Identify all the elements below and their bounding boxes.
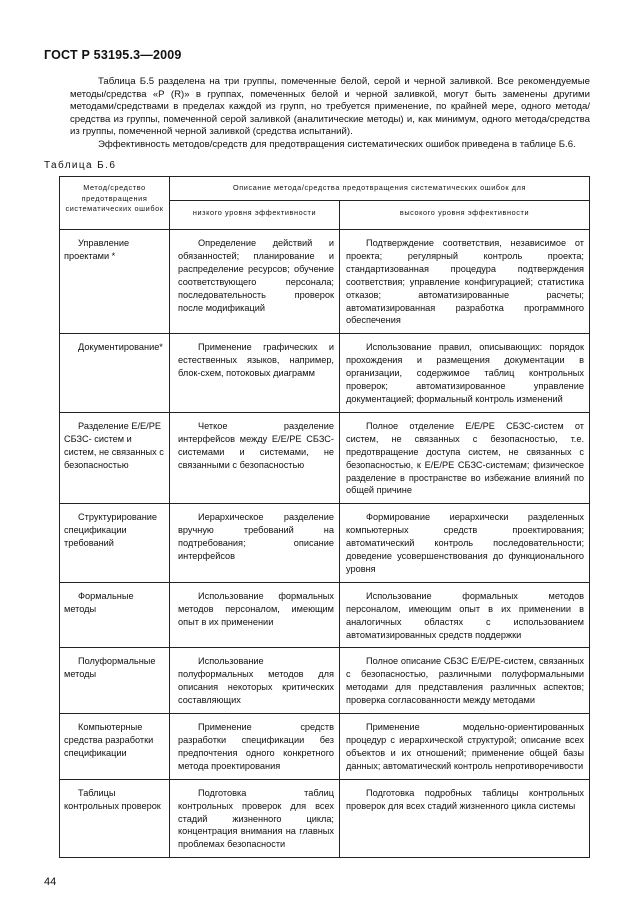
header-low xyxy=(170,201,340,230)
low-level-cell-text: Определение действий и обязанностей; планирование и распределение ресурсов; обучение соответствующего персонала; последовательность проверок после модификаций xyxy=(178,238,334,313)
method-cell xyxy=(60,412,170,503)
high-level-cell xyxy=(340,582,590,648)
header-group xyxy=(170,177,590,201)
table-row xyxy=(60,648,590,714)
table-row xyxy=(60,412,590,503)
method-cell-text: Разделение Е/Е/РЕ СБЗС- систем и систем, не связанных с безопасностью xyxy=(64,420,164,470)
method-cell-text: Структурирование спецификации требований xyxy=(64,512,158,549)
table-caption: Таблица Б.6 xyxy=(44,160,117,171)
high-level-cell xyxy=(340,230,590,334)
low-level-cell xyxy=(170,334,340,413)
method-cell xyxy=(60,582,170,648)
high-level-cell-text: Полное описание СБЗС Е/Е/РЕ-систем, связанных с безопасностью, различными полуформальными методами для представления различных аспектов; проверка согласованности между методами xyxy=(346,656,584,706)
low-level-cell xyxy=(170,504,340,583)
high-level-cell xyxy=(340,779,590,858)
method-cell xyxy=(60,334,170,413)
table-row xyxy=(60,230,590,334)
table-row xyxy=(60,779,590,858)
high-level-cell-text: Использование формальных методов персоналом, имеющим опыт в их применении в аналогичных областях с использованием автоматизированных средств поддержки xyxy=(346,590,584,640)
intro-text xyxy=(70,76,590,152)
intro-paragraph-1: Таблица Б.5 разделена на три группы, помеченные белой, серой и черной заливкой. Все рекомендуемые методы/средства «Р (R)» в группах, помеченных белой и черной заливкой, могут быть заменены другими методами/средствами в пределах каждой из групп, но требуется применение, по крайней мере, одного метода/средства из группы, помеченной серой заливкой (аналитические методы) и, как минимум, одного метода/средства из группы, помеченной черной заливкой (средства испытаний). xyxy=(70,76,590,138)
method-cell xyxy=(60,230,170,334)
low-level-cell xyxy=(170,714,340,780)
header-high-text: высокого уровня эффективности xyxy=(399,208,530,218)
method-cell-text: Формальные методы xyxy=(64,590,134,614)
method-cell xyxy=(60,714,170,780)
low-level-cell-text: Использование полуформальных методов для описания некоторых критических составляющих xyxy=(178,656,334,706)
low-level-cell-text: Подготовка таблиц контрольных проверок для всех стадий жизненного цикла; концентрация внимания на главных проблемах безопасности xyxy=(178,787,334,850)
high-level-cell xyxy=(340,648,590,714)
high-level-cell xyxy=(340,504,590,583)
low-level-cell xyxy=(170,230,340,334)
method-cell xyxy=(60,779,170,858)
high-level-cell-text: Применение модельно-ориентированных процедур с иерархической структурой; описание всех объектов и их отношений; применение общей базы данных; автоматический контроль непротиворечивости xyxy=(346,722,584,771)
header-high xyxy=(340,201,590,230)
method-cell xyxy=(60,648,170,714)
method-cell xyxy=(60,504,170,583)
method-cell-text: Документирование* xyxy=(78,342,163,353)
methods-table xyxy=(59,176,590,858)
table-row xyxy=(60,714,590,780)
header-method xyxy=(60,177,170,230)
table-row xyxy=(60,504,590,583)
document-header: ГОСТ Р 53195.3—2009 xyxy=(44,48,182,62)
low-level-cell-text: Четкое разделение интерфейсов между Е/Е/РЕ СБЗС-системами и системами, не связанными с безопасностью xyxy=(178,420,334,470)
table-row xyxy=(60,582,590,648)
low-level-cell-text: Использование формальных методов персоналом, имеющим опыт в их применении xyxy=(178,590,334,627)
low-level-cell xyxy=(170,582,340,648)
page-number: 44 xyxy=(44,876,57,888)
high-level-cell xyxy=(340,334,590,413)
table-row xyxy=(60,334,590,413)
header-group-text: Описание метода/средства предотвращения систематических ошибок для xyxy=(232,183,527,192)
high-level-cell-text: Использование правил, описывающих: порядок прохождения и размещения документации в организации, содержимое таблиц контрольных проверок; автоматизированное управление документацией; формальный контроль изменений xyxy=(346,342,584,404)
low-level-cell-text: Применение средств разработки спецификации без предпочтения одного конкретного метода проектирования xyxy=(178,722,334,771)
low-level-cell-text: Применение графических и естественных языков, например, блок-схем, потоковых диаграмм xyxy=(178,342,334,379)
method-cell-text: Компьютерные средства разработки спецификации xyxy=(64,722,154,758)
low-level-cell-text: Иерархическое разделение вручную требований на подтребования; описание интерфейсов xyxy=(178,512,334,562)
method-cell-text: Таблицы контрольных проверок xyxy=(64,787,161,811)
low-level-cell xyxy=(170,412,340,503)
high-level-cell xyxy=(340,714,590,780)
high-level-cell xyxy=(340,412,590,503)
high-level-cell-text: Полное отделение Е/Е/РЕ СБЗС-систем от систем, не связанных с безопасностью, т.е. предотвращение доступа систем, не связанных с безопасностью, к Е/Е/РЕ СБЗС-системам; физическое разделение в пространстве во избежание влияний по общей причине xyxy=(346,420,584,496)
high-level-cell-text: Формирование иерархически разделенных компьютерных средств проектирования; автоматический контроль последовательности; доведение усовершенствования до функционального уровня xyxy=(346,512,584,574)
method-cell-text: Полуформальные методы xyxy=(64,656,156,680)
low-level-cell xyxy=(170,648,340,714)
method-cell-text: Управление проектами * xyxy=(64,238,130,261)
header-method-text: Метод/средство предотвращения систематических ошибок xyxy=(65,183,164,213)
high-level-cell-text: Подтверждение соответствия, независимое от проекта; регулярный контроль проекта; стандартизованная процедура подтверждения соответствия; управление конфигурацией; статистика отказов; автоматизированные расчеты; автоматизированная разработка программного обеспечения xyxy=(346,238,584,326)
low-level-cell xyxy=(170,779,340,858)
header-low-text: низкого уровня эффективности xyxy=(192,208,317,218)
high-level-cell-text: Подготовка подробных таблицы контрольных проверок для всех стадий жизненного цикла системы xyxy=(346,787,584,811)
intro-paragraph-2: Эффективность методов/средств для предотвращения систематических ошибок приведена в таблице Б.6. xyxy=(98,138,576,150)
